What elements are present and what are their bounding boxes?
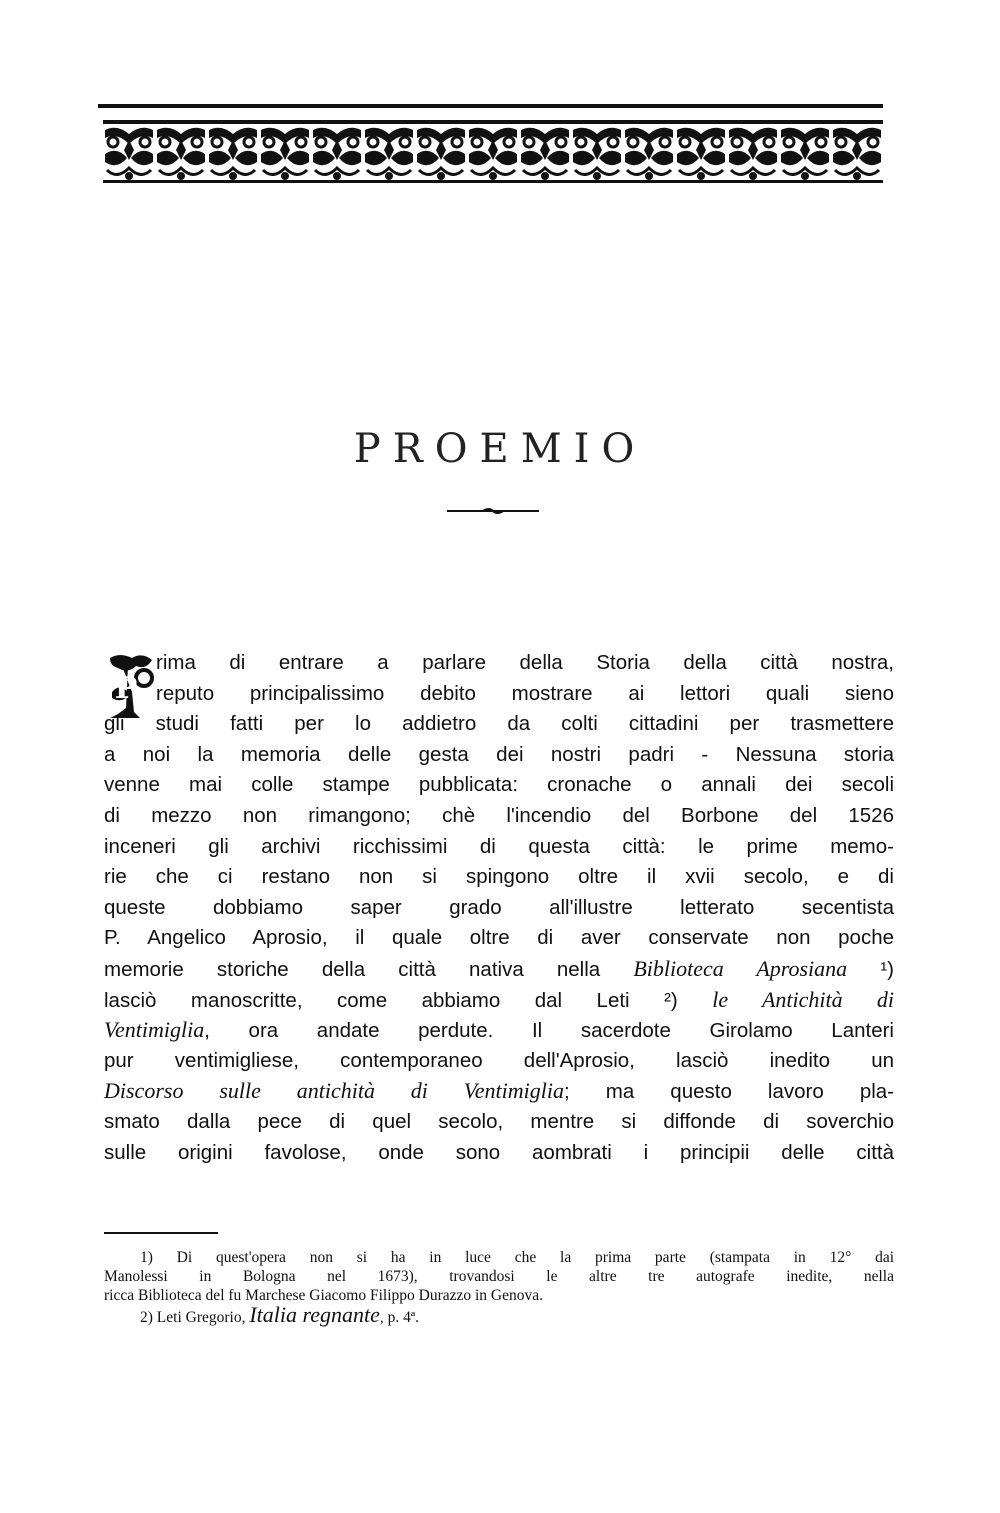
footnote-line — [104, 1248, 894, 1267]
italic-text: Discorso sulle antichità di Ventimiglia — [104, 1078, 565, 1104]
body-line — [104, 1138, 894, 1169]
body-line — [104, 862, 894, 893]
text-run: sulle origini favolose, onde sono aombrati i principii delle città — [104, 1140, 894, 1164]
text-run: smato dalla pece di quel secolo, mentre si diffonde di soverchio — [104, 1109, 894, 1133]
text-run: ricca Biblioteca del fu Marchese Giacomo Filippo Durazzo in Genova. — [104, 1287, 544, 1304]
text-run: P. Angelico Aprosio, il quale oltre di aver conservate non poche — [104, 926, 894, 950]
text-run: Manolessi in Bologna nel 1673), trovandosi le altre tre autografe inedite, nella — [104, 1268, 894, 1285]
text-run: a noi la memoria delle gesta dei nostri padri - Nessuna storia — [104, 742, 894, 766]
text-run: ¹) — [847, 957, 894, 981]
text-run: memorie storiche della città nativa nella — [104, 957, 634, 981]
title-flourish — [447, 507, 539, 515]
text-run: pur ventimigliese, contemporaneo dell'Aprosio, lasciò inedito un — [104, 1048, 894, 1072]
footnote-line — [104, 1267, 894, 1286]
body-line — [104, 893, 894, 924]
text-run: di mezzo non rimangono; chè l'incendio del Borbone del 1526 — [104, 803, 894, 827]
text-run: 2) Leti Gregorio, — [140, 1309, 250, 1326]
italic-text: Biblioteca Aprosiana — [633, 955, 848, 981]
body-line — [104, 1046, 894, 1077]
body-line — [104, 740, 894, 771]
body-line — [104, 648, 894, 679]
page-title: PROEMIO — [353, 426, 647, 472]
body-line — [104, 770, 894, 801]
body-line — [104, 1015, 894, 1046]
footnote-line — [104, 1302, 894, 1327]
text-run: queste dobbiamo saper grado all'illustre letterato secentista — [104, 895, 894, 919]
dropcap-letter: P — [114, 671, 138, 706]
header-rule — [98, 104, 883, 108]
body-line — [104, 832, 894, 863]
italic-text: le Antichità di — [712, 986, 894, 1012]
body-line — [104, 679, 894, 710]
italic-text: Italia regnante — [249, 1302, 380, 1327]
text-run: venne mai colle stampe pubblicata: cronache o annali dei secoli — [104, 773, 894, 797]
body-line — [104, 923, 894, 954]
text-run: inceneri gli archivi ricchissimi di questa città: le prime memo- — [104, 834, 894, 858]
text-run: 1) Di quest'opera non si ha in luce che la prima parte (stampata in 12° dai — [140, 1249, 894, 1266]
footnotes — [104, 1248, 894, 1327]
footnote-rule — [104, 1232, 218, 1234]
text-run: rie che ci restano non si spingono oltre il xvii secolo, e di — [104, 865, 894, 889]
body-line — [104, 1076, 894, 1107]
body-line — [104, 1107, 894, 1138]
text-run: reputo principalissimo debito mostrare ai lettori quali sieno — [156, 681, 894, 705]
text-run: rima di entrare a parlare della Storia della città nostra, — [156, 651, 894, 674]
footnote-line — [104, 1286, 894, 1305]
body-line — [104, 954, 894, 985]
text-run: , ora andate perdute. Il sacerdote Girolamo Lanteri — [204, 1019, 894, 1043]
body-text — [104, 648, 894, 1168]
text-run: ; ma questo lavoro pla- — [564, 1080, 894, 1104]
text-run: gli studi fatti per lo addietro da colti cittadini per trasmettere — [104, 712, 894, 736]
ornamental-border — [103, 120, 883, 184]
body-line — [104, 985, 894, 1016]
body-line — [104, 801, 894, 832]
body-line — [104, 709, 894, 740]
text-run: , p. 4ª. — [379, 1309, 420, 1326]
italic-text: Ventimiglia — [104, 1017, 205, 1043]
text-run: lasciò manoscritte, come abbiamo dal Leti ²) — [104, 988, 713, 1012]
